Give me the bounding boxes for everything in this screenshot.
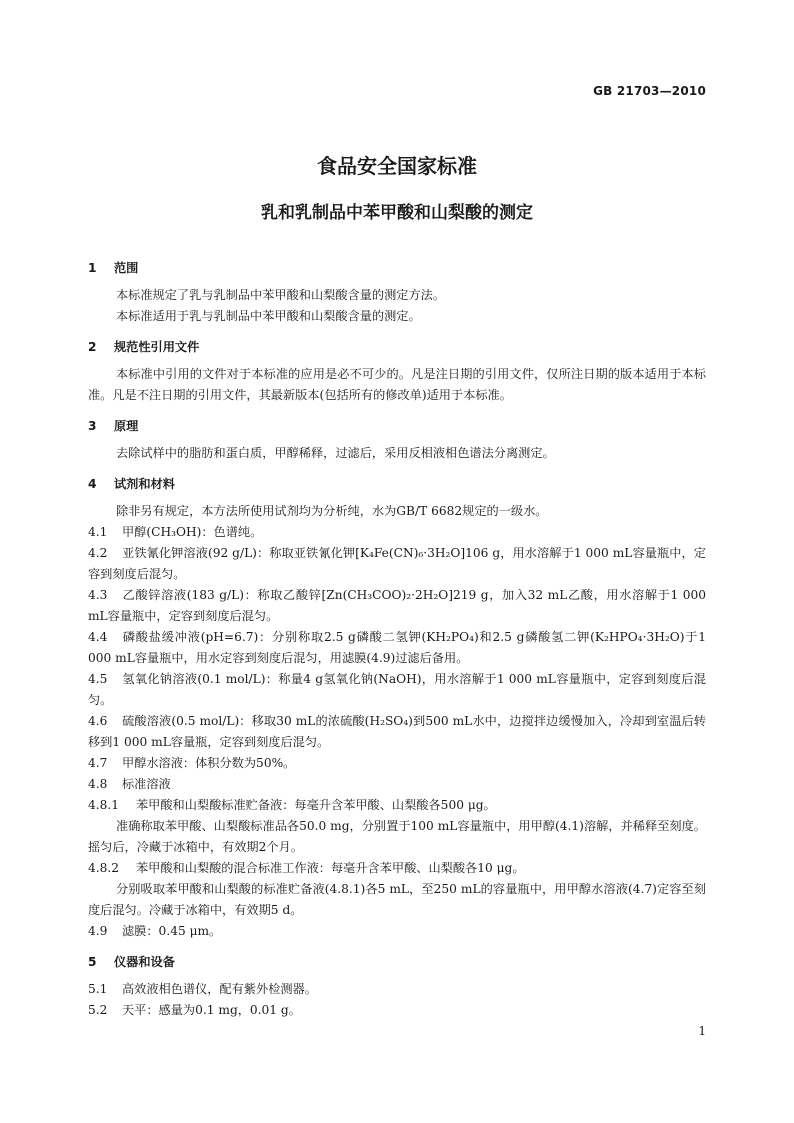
item-text: 甲醇(CH₃OH)：色谱纯。: [122, 525, 263, 539]
section-heading: [88, 258, 706, 279]
section-title: 仪器和设备: [114, 955, 175, 969]
section-number: 1: [88, 261, 97, 275]
document-title: 食品安全国家标准: [317, 154, 477, 178]
equipment-list: [88, 979, 706, 1021]
list-item: [88, 921, 706, 942]
item-number: 4.1: [88, 525, 108, 539]
item-text: 磷酸盐缓冲液(pH=6.7)：分别称取2.5 g磷酸二氢钾(KH₂PO₄)和2.5 g磷酸氢二钾(K₂HPO₄·3H₂O)于1 000 mL容量瓶中，用水定容到刻度后混匀，用滤膜(4.9)过滤后备用。: [88, 630, 706, 665]
item-number: 4.7: [88, 756, 108, 770]
item-text: 氢氧化钠溶液(0.1 mol/L)：称量4 g氢氧化钠(NaOH)，用水溶解于1 000 mL容量瓶中，定容到刻度后混匀。: [88, 672, 706, 707]
item-number: 4.6: [88, 714, 108, 728]
list-item: [88, 543, 706, 585]
section-number: 2: [88, 340, 97, 354]
page-number: 1: [698, 1024, 706, 1038]
list-item: [88, 522, 706, 543]
list-item: [88, 979, 706, 1000]
document-subtitle: 乳和乳制品中苯甲酸和山梨酸的测定: [261, 203, 533, 223]
section-number: 3: [88, 419, 97, 433]
item-number: 4.4: [88, 630, 108, 644]
item-text: 天平：感量为0.1 mg，0.01 g。: [122, 1003, 301, 1017]
item-number: 4.5: [88, 672, 108, 686]
list-item: [88, 753, 706, 774]
paragraph: 本标准适用于乳与乳制品中苯甲酸和山梨酸含量的测定。: [116, 309, 421, 323]
list-item: [88, 585, 706, 627]
item-number: 4.2: [88, 546, 108, 560]
item-number: 4.3: [88, 588, 108, 602]
list-item: [88, 627, 706, 669]
list-item: [88, 711, 706, 753]
item-number: 5.2: [88, 1003, 108, 1017]
reagent-list: [88, 522, 706, 942]
list-item: [88, 1000, 706, 1021]
item-number: 5.1: [88, 982, 108, 996]
item-text: 乙酸锌溶液(183 g/L)：称取乙酸锌[Zn(CH₃COO)₂·2H₂O]219 g，加入32 mL乙酸，用水溶解于1 000 mL容量瓶中，定容到刻度后混匀。: [88, 588, 706, 623]
paragraph: 去除试样中的脂肪和蛋白质，甲醇稀释，过滤后，采用反相液相色谱法分离测定。: [116, 446, 555, 460]
section-heading: [88, 474, 706, 495]
section-number: 4: [88, 477, 97, 491]
paragraph: 除非另有规定，本方法所使用试剂均为分析纯，水为GB/T 6682规定的一级水。: [116, 504, 548, 518]
list-item: [88, 858, 706, 879]
item-number: 4.8.2: [88, 861, 120, 875]
item-text: 亚铁氰化钾溶液(92 g/L)：称取亚铁氰化钾[K₄Fe(CN)₆·3H₂O]106 g，用水溶解于1 000 mL容量瓶中，定容到刻度后混匀。: [88, 546, 706, 581]
item-text: 标准溶液: [122, 777, 171, 791]
item-text: 硫酸溶液(0.5 mol/L)：移取30 mL的浓硫酸(H₂SO₄)到500 mL水中，边搅拌边缓慢加入，冷却到室温后转移到1 000 mL容量瓶，定容到刻度后混匀。: [88, 714, 706, 749]
section-heading: [88, 416, 706, 437]
section-title: 范围: [114, 261, 139, 275]
section-title: 原理: [114, 419, 139, 433]
list-item: 准确称取苯甲酸、山梨酸标准品各50.0 mg，分别置于100 mL容量瓶中，用甲醇(4.1)溶解，并稀释至刻度。摇匀后，冷藏于冰箱中，有效期2个月。: [88, 819, 706, 854]
list-item: [88, 669, 706, 711]
list-item: 分别吸取苯甲酸和山梨酸的标准贮备液(4.8.1)各5 mL，至250 mL的容量瓶中，用甲醇水溶液(4.7)定容至刻度后混匀。冷藏于冰箱中，有效期5 d。: [88, 882, 706, 917]
section-heading: [88, 952, 706, 973]
section-title: 规范性引用文件: [114, 340, 200, 354]
item-text: 高效液相色谱仪，配有紫外检测器。: [122, 982, 317, 996]
item-text: 甲醇水溶液：体积分数为50%。: [122, 756, 296, 770]
item-text: 苯甲酸和山梨酸标准贮备液：每毫升含苯甲酸、山梨酸各500 μg。: [136, 798, 496, 812]
item-number: 4.8.1: [88, 798, 120, 812]
paragraph: 本标准规定了乳与乳制品中苯甲酸和山梨酸含量的测定方法。: [116, 288, 446, 302]
item-text: 苯甲酸和山梨酸的混合标准工作液：每毫升含苯甲酸、山梨酸各10 μg。: [136, 861, 525, 875]
item-number: 4.9: [88, 924, 108, 938]
document-body: [88, 258, 706, 1021]
list-item: [88, 795, 706, 816]
section-heading: [88, 337, 706, 358]
item-number: 4.8: [88, 777, 108, 791]
item-text: 滤膜：0.45 μm。: [122, 924, 222, 938]
section-title: 试剂和材料: [114, 477, 175, 491]
paragraph: 本标准中引用的文件对于本标准的应用是必不可少的。凡是注日期的引用文件，仅所注日期的版本适用于本标准。凡是不注日期的引用文件，其最新版本(包括所有的修改单)适用于本标准。: [88, 367, 706, 402]
section-number: 5: [88, 955, 97, 969]
standard-code: GB 21703—2010: [593, 84, 706, 98]
list-item: [88, 774, 706, 795]
